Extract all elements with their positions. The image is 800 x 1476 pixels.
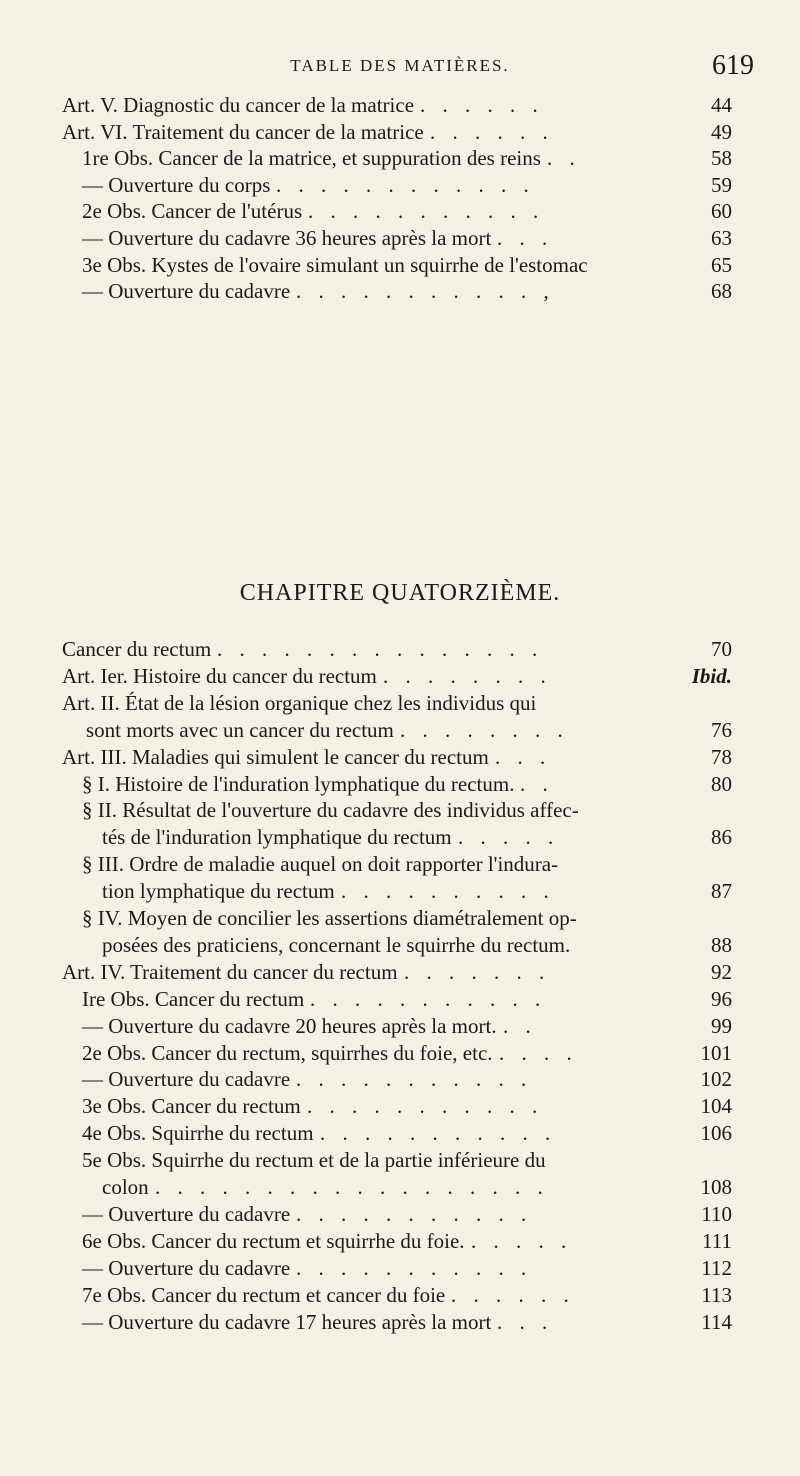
toc-entry-text: § IV. Moyen de concilier les assertions diamétralement op- — [82, 906, 577, 930]
toc-page-number: 104 — [700, 1094, 732, 1119]
toc-page-number: 108 — [700, 1175, 732, 1199]
toc-leader-dots: . . . . . . . . . . . — [310, 986, 547, 1011]
toc-page-number: 92 — [711, 959, 732, 984]
toc-entry-text: — Ouverture du cadavre 17 heures après la mort — [82, 1309, 492, 1334]
toc-entry-text: 7e Obs. Cancer du rectum et cancer du foie — [82, 1282, 446, 1307]
toc-page-number: 99 — [711, 1013, 732, 1038]
toc-entry-text: 2e Obs. Cancer du rectum, squirrhes du foie, etc. — [82, 1040, 493, 1065]
toc-page-number: Ibid. — [691, 663, 732, 688]
toc-entry-text: colon — [102, 1175, 149, 1199]
toc-leader-dots: . . . . . . . . . . . — [320, 1121, 557, 1146]
toc-leader-dots: . . . . — [499, 1040, 578, 1065]
toc-entry-text: — Ouverture du cadavre — [82, 279, 291, 304]
toc-entry-text: Art. VI. Traitement du cancer de la matrice — [62, 119, 424, 144]
page-number: 619 — [712, 50, 754, 81]
toc-page-number: 111 — [702, 1228, 732, 1253]
toc-entry-text: sont morts avec un cancer du rectum — [86, 717, 394, 742]
toc-page-number: 59 — [711, 172, 732, 197]
toc-leader-dots: . . . . . . . . — [400, 717, 569, 742]
toc-entry-text: § II. Résultat de l'ouverture du cadavre des individus affec- — [82, 798, 579, 823]
toc-entry-text: 5e Obs. Squirrhe du rectum et de la partie inférieure du — [82, 1148, 546, 1173]
toc-leader-dots: . . . . . . . . . . — [341, 879, 555, 904]
toc-page-number: 86 — [711, 825, 732, 850]
toc-page-number: 76 — [711, 717, 732, 742]
toc-page-number: 114 — [701, 1309, 732, 1334]
toc-page-number: 113 — [701, 1282, 732, 1307]
toc-entry-text: — Ouverture du corps — [82, 172, 271, 197]
toc-page-number: 44 — [711, 93, 732, 117]
toc-entry-text: — Ouverture du cadavre 20 heures après la mort. — [82, 1013, 497, 1038]
toc-leader-dots: . . — [520, 771, 554, 796]
toc-leader-dots: . . . . . . . . . . . — [296, 1255, 533, 1280]
toc-entry-text: § III. Ordre de maladie auquel on doit rapporter l'indura- — [82, 852, 559, 877]
toc-entry-text: 2e Obs. Cancer de l'utérus — [82, 199, 303, 224]
toc-leader-dots: . . . . . . . . . . . — [308, 199, 545, 224]
toc-leader-dots: . . . . . . . . . . . . . . . . . . — [155, 1175, 549, 1199]
toc-page-number: 88 — [711, 932, 732, 957]
toc-leader-dots: . . — [503, 1013, 537, 1038]
toc-page-number: 68 — [711, 279, 732, 304]
toc-entry-text: 3e Obs. Kystes de l'ovaire simulant un squirrhe de l'estomac — [82, 252, 588, 277]
toc-entry-text: 6e Obs. Cancer du rectum et squirrhe du foie. — [82, 1228, 465, 1253]
toc-page-number: 102 — [700, 1067, 732, 1092]
running-title: TABLE DES MATIÈRES. — [290, 56, 510, 75]
toc-leader-dots: . . . . . . . . . . . , — [296, 279, 555, 304]
toc-page-number: 112 — [701, 1255, 732, 1280]
toc-leader-dots: . . . . . . . . . . . . — [276, 172, 535, 197]
toc-entry-text: — Ouverture du cadavre — [82, 1067, 291, 1092]
toc-entry-text: Art. Ier. Histoire du cancer du rectum — [62, 663, 377, 688]
toc-entry-text: — Ouverture du cadavre — [82, 1255, 291, 1280]
toc-entry-text: 3e Obs. Cancer du rectum — [82, 1094, 301, 1119]
toc-entry-text: tés de l'induration lymphatique du rectum — [102, 825, 452, 850]
toc-leader-dots: . . . . . . — [451, 1282, 575, 1307]
toc-leader-dots: . . . . . — [471, 1228, 573, 1253]
toc-page-number: 78 — [711, 744, 732, 769]
toc-page-number: 96 — [711, 986, 732, 1011]
toc-entry-text: § I. Histoire de l'induration lymphatique du rectum. — [82, 771, 515, 796]
toc-leader-dots: . . . . . . . — [404, 959, 551, 984]
toc-page-number: 70 — [711, 637, 732, 661]
toc-entry-text: tion lymphatique du rectum — [102, 879, 335, 904]
toc-leader-dots: . . . — [497, 1309, 554, 1334]
toc-entry-text: Art. II. État de la lésion organique chez les individus qui — [62, 690, 537, 715]
toc-entry-text: Art. IV. Traitement du cancer du rectum — [62, 959, 398, 984]
toc-page-number: 49 — [711, 119, 732, 144]
toc-page-number: 110 — [701, 1201, 732, 1226]
toc-leader-dots: . . . . . — [458, 825, 560, 850]
toc-entry-text: Art. V. Diagnostic du cancer de la matrice — [62, 93, 415, 117]
toc-entry-text: Art. III. Maladies qui simulent le cancer du rectum — [62, 744, 489, 769]
toc-page-number: 106 — [700, 1121, 732, 1146]
toc-entry-text: posées des praticiens, concernant le squirrhe du rectum. — [102, 932, 571, 957]
toc-page-number: 101 — [700, 1040, 732, 1065]
toc-page-number: 58 — [711, 146, 732, 171]
toc-page-number: 87 — [711, 879, 732, 904]
toc-leader-dots: . . . . . . — [420, 93, 544, 117]
toc-leader-dots: . . — [547, 146, 581, 171]
toc-entry-text: — Ouverture du cadavre — [82, 1201, 291, 1226]
toc-entry-text: Cancer du rectum — [62, 637, 212, 661]
toc-page-number: 63 — [711, 226, 732, 250]
toc-leader-dots: . . . . . . . . — [383, 663, 552, 688]
toc-page-number: 60 — [711, 199, 732, 224]
toc-leader-dots: . . . . . . — [430, 119, 554, 144]
toc-leader-dots: . . . — [497, 226, 554, 250]
toc-entry-text: Ire Obs. Cancer du rectum — [82, 986, 305, 1011]
chapter-title: CHAPITRE QUATORZIÈME. — [239, 580, 561, 606]
toc-leader-dots: . . . . . . . . . . . — [307, 1094, 544, 1119]
toc-leader-dots: . . . — [495, 744, 552, 769]
toc-page-number: 65 — [711, 252, 732, 277]
toc-entry-text: — Ouverture du cadavre 36 heures après la mort — [82, 226, 492, 250]
toc-entry-text: 1re Obs. Cancer de la matrice, et suppuration des reins — [82, 146, 541, 171]
toc-page-number: 80 — [711, 771, 732, 796]
toc-leader-dots: . . . . . . . . . . . — [296, 1067, 533, 1092]
toc-entry-text: 4e Obs. Squirrhe du rectum — [82, 1121, 314, 1146]
toc-leader-dots: . . . . . . . . . . . . . . . — [217, 637, 544, 661]
toc-leader-dots: . . . . . . . . . . . — [296, 1201, 533, 1226]
